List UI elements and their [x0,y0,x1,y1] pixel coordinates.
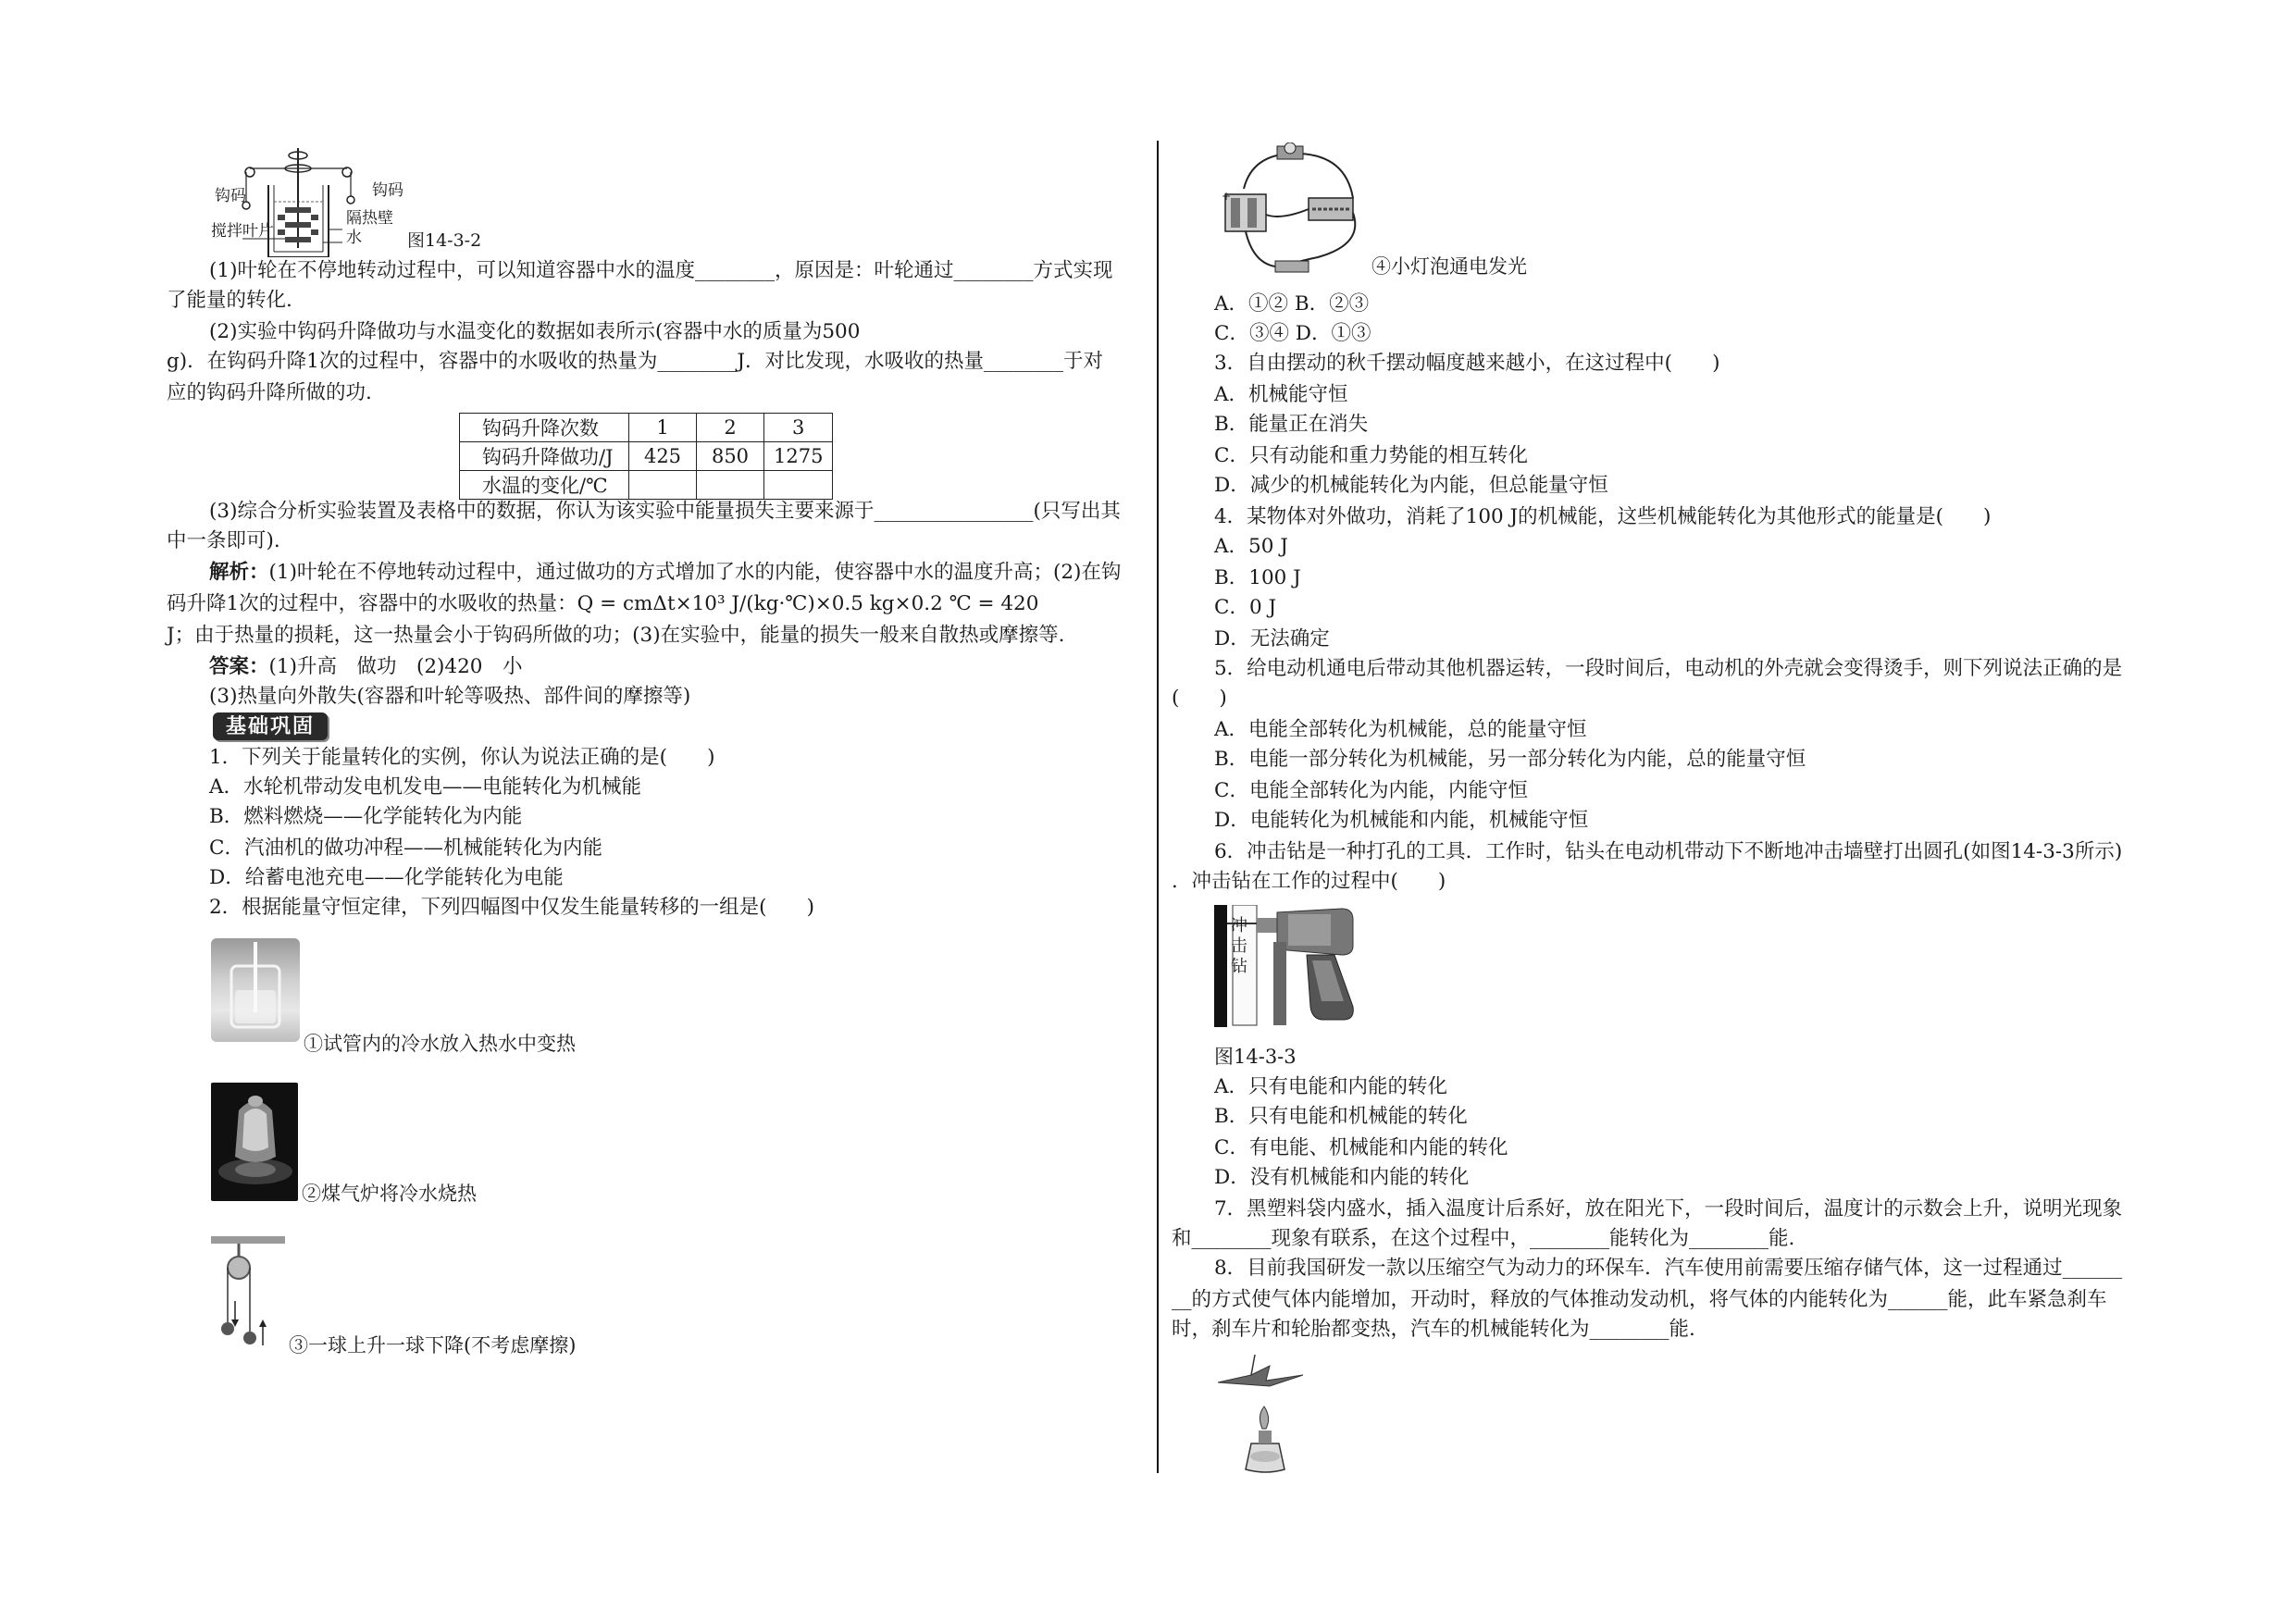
p5-option-d: D．电能转化为机械能和内能，机械能守恒 [1214,809,1589,832]
p4-option-c: C．0 J [1214,596,1277,619]
figure-caption-14-3-2: 图14-3-2 [407,230,482,251]
section-heading-badge: 基础巩固 [213,712,328,740]
p5-option-c: C．电能全部转化为内能，内能守恒 [1214,779,1528,802]
p8-line-1: 8．目前我国研发一款以压缩空气为动力的环保车．汽车使用前需要压缩存储气体，这一过程通过______ [1214,1257,2123,1280]
p3-option-d: D．减少的机械能转化为内能，但总能量守恒 [1214,474,1608,497]
table-cell [697,471,764,500]
table-row [460,442,833,471]
p1-option-c: C．汽油机的做功冲程——机械能转化为内能 [209,836,602,860]
p4-option-b: B．100 J [1214,566,1301,589]
table-cell: 1 [629,414,697,442]
q2-line-3: 应的钩码升降所做的功. [167,381,372,404]
p1-question: 1．下列关于能量转化的实例，你认为说法正确的是( ) [209,746,715,769]
table-cell: 钩码升降次数 [460,414,629,442]
p5-option-a: A．电能全部转化为机械能，总的能量守恒 [1214,718,1587,741]
q2-line-2: g)．在钩码升降1次的过程中，容器中的水吸收的热量为________J．对比发现，水吸收的热量________于对 [167,350,1103,373]
label-water: 水 [346,229,362,247]
p5-question-line-1: 5．给电动机通电后带动其他机器运转，一段时间后，电动机的外壳就会变得烫手，则下列说法正确的是 [1214,657,2123,680]
p7-line-2: 和________现象有联系，在这个过程中，________能转化为________能. [1172,1227,1795,1250]
svg-text:+: + [1222,190,1232,203]
table-row [460,471,833,500]
q3-line-2: 中一条即可). [167,529,280,552]
p6-option-a: A．只有电能和内能的转化 [1214,1075,1448,1098]
p1-option-b: B．燃料燃烧——化学能转化为内能 [209,805,523,828]
p1-option-a: A．水轮机带动发电机发电——电能转化为机械能 [209,775,642,799]
p6-option-d: D．没有机械能和内能的转化 [1214,1166,1470,1189]
answer-line-1 [209,653,522,681]
table-cell: 3 [764,414,833,442]
p6-option-b: B．只有电能和机械能的转化 [1214,1105,1468,1128]
p5-question-line-2: ( ) [1172,687,1227,710]
label-weight-left: 钩码 [215,187,246,205]
p8-line-3: 时，刹车片和轮胎都变热，汽车的机械能转化为________能. [1172,1318,1695,1341]
table-cell: 钩码升降做功/J [460,442,629,471]
analysis-line-1 [209,559,1121,587]
p3-question: 3．自由摆动的秋千摆动幅度越来越小，在这过程中( ) [1214,352,1720,375]
p3-option-b: B．能量正在消失 [1214,413,1369,436]
table-cell: 2 [697,414,764,442]
circuit-figure [1216,142,1364,279]
table-cell: 850 [697,442,764,471]
pulley-figure [211,1236,285,1353]
table-row [460,414,833,442]
p7-line-1: 7．黑塑料袋内盛水，插入温度计后系好，放在阳光下，一段时间后，温度计的示数会上升，说明光现象 [1214,1197,2123,1220]
answer-line-2: (3)热量向外散失(容器和叶轮等吸热、部件间的摩擦等) [209,685,691,708]
column-divider [1157,141,1159,1473]
p6-question-line-1: 6．冲击钻是一种打孔的工具．工作时，钻头在电动机带动下不断地冲击墙壁打出圆孔(如图14-3-3所示) [1214,840,2123,863]
analysis-line-2: 码升降1次的过程中，容器中的水吸收的热量：Q = cmΔt×10³ J/(kg·℃)×0.5 kg×0.2 ℃ = 420 [167,592,1039,615]
table-cell: 1275 [764,442,833,471]
label-insulation: 隔热壁 [346,209,393,228]
p4-question: 4．某物体对外做功，消耗了100 J的机械能，这些机械能转化为其他形式的能量是( ) [1214,505,1992,528]
figure-caption-14-3-3: 图14-3-3 [1214,1046,1297,1068]
image-3-caption: ③一球上升一球下降(不考虑摩擦) [289,1334,577,1357]
label-weight-right: 钩码 [372,181,403,200]
p3-option-a: A．机械能守恒 [1214,383,1348,406]
p8-line-2: __的方式使气体内能增加，开动时，释放的气体推动发动机，将气体的内能转化为______能，此车紧急刹车 [1172,1288,2107,1311]
analysis-text-1: (1)叶轮在不停地转动过程中，通过做功的方式增加了水的内能，使容器中水的温度升高；(2)在钩 [268,561,1122,584]
q3-line-1: (3)综合分析实验装置及表格中的数据，你认为该实验中能量损失主要来源于________________(只写出其 [209,500,1121,523]
analysis-line-3: J；由于热量的损耗，这一热量会小于钩码所做的功；(3)在实验中，能量的损失一般来自散热或摩擦等. [167,624,1065,647]
heating-experiment-figure [1214,1355,1316,1475]
table-cell: 水温的变化/℃ [460,471,629,500]
table-cell [764,471,833,500]
drill-label: 冲击钻 [1231,916,1247,976]
table-cell: 425 [629,442,697,471]
p6-option-c: C．有电能、机械能和内能的转化 [1214,1136,1508,1159]
image-2-caption: ②煤气炉将冷水烧热 [302,1183,477,1205]
image-1-caption: ①试管内的冷水放入热水中变热 [304,1033,576,1055]
p4-option-a: A．50 J [1214,535,1288,558]
q1-line-2: 了能量的转化. [167,289,292,312]
gas-stove-photo [211,1083,298,1201]
p6-question-line-2: ．冲击钻在工作的过程中( ) [1172,870,1446,893]
answer-label: 答案： [209,655,269,678]
table-cell [629,471,697,500]
q2-line-1: (2)实验中钩码升降做功与水温变化的数据如表所示(容器中水的质量为500 [209,320,861,343]
data-table [459,413,833,500]
label-paddle: 搅拌叶片 [211,222,274,241]
q1-line-1: (1)叶轮在不停地转动过程中，可以知道容器中水的温度________，原因是：叶轮通过________方式实现 [209,259,1113,282]
beaker-photo [211,938,300,1042]
p1-option-d: D．给蓄电池充电——化学能转化为电能 [209,866,564,889]
p2-options-ab: A．①② B．②③ [1214,292,1370,316]
p5-option-b: B．电能一部分转化为机械能，另一部分转化为内能，总的能量守恒 [1214,748,1806,771]
image-4-caption: ④小灯泡通电发光 [1371,255,1527,278]
p2-options-cd: C．③④ D．①③ [1214,322,1371,345]
p2-question: 2．根据能量守恒定律，下列四幅图中仅发生能量转移的一组是( ) [209,896,814,919]
answer-text-1: (1)升高 做功 (2)420 小 [268,655,523,678]
analysis-label: 解析： [209,561,269,584]
p4-option-d: D．无法确定 [1214,627,1330,650]
p3-option-c: C．只有动能和重力势能的相互转化 [1214,444,1528,467]
